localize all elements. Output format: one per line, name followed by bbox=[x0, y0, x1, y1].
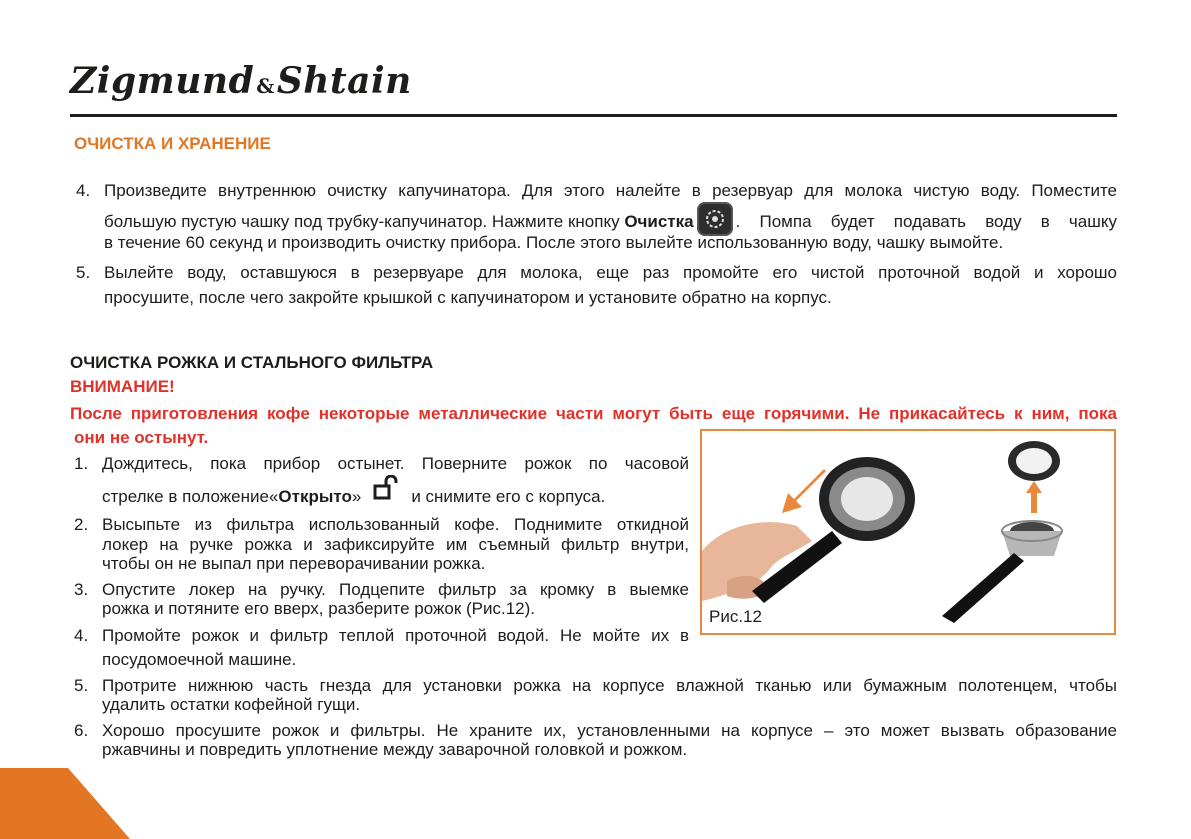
warning-text-line1: После приготовления кофе некоторые металлические части могут быть еще горячими. Не прикасайтесь к ним, пока bbox=[70, 404, 1117, 423]
unlock-icon bbox=[373, 475, 399, 506]
warning-text-line2: они не остынут. bbox=[74, 428, 209, 447]
item-number: 5. bbox=[76, 263, 91, 282]
item4-line3: в течение 60 секунд и производить очистку прибора. После этого вылейте использованную воду, чашку вымойте. bbox=[104, 233, 1004, 252]
step1-line2: стрелке в положение« Открыто » и снимите его с корпуса. bbox=[102, 487, 605, 507]
cleaning-button-label: Очистка bbox=[624, 212, 694, 231]
cleaning-button-icon bbox=[697, 202, 733, 236]
figure-12 bbox=[700, 429, 1116, 635]
warning-title: ВНИМАНИЕ! bbox=[70, 377, 175, 396]
step4-line1: Промойте рожок и фильтр теплой проточной водой. Не мойте их в bbox=[102, 626, 689, 645]
item-number: 4. bbox=[76, 181, 91, 200]
step5-line2: удалить остатки кофейной гущи. bbox=[102, 695, 361, 714]
header-rule bbox=[70, 114, 1117, 117]
step1-line1: Дождитесь, пока прибор остынет. Поверните рожок по часовой bbox=[102, 454, 689, 473]
corner-decoration bbox=[0, 768, 130, 839]
step2-line2: локер на ручке рожка и зафиксируйте им съемный фильтр внутри, bbox=[102, 535, 689, 554]
step3-line1: Опустите локер на ручку. Подцепите фильтр за кромку в выемке bbox=[102, 580, 689, 599]
item5-line2: просушите, после чего закройте крышкой с капучинатором и установите обратно на корпус. bbox=[104, 288, 832, 307]
step4-line2: посудомоечной машине. bbox=[102, 650, 297, 669]
brand-logo: Zigmund &Shtain bbox=[70, 60, 412, 102]
item5-line1: Вылейте воду, оставшуюся в резервуаре для молока, еще раз промойте его чистой проточной водой и хорошо bbox=[104, 263, 1117, 282]
step3-line2: рожка и потяните его вверх, разберите рожок (Рис.12). bbox=[102, 599, 535, 618]
item4-line1: Произведите внутреннюю очистку капучинатора. Для этого налейте в резервуар для молока чистую воду. Поместите bbox=[104, 181, 1117, 200]
figure-caption: Рис.12 bbox=[709, 607, 762, 626]
step6-line1: Хорошо просушите рожок и фильтры. Не храните их, установленными на корпусе – это может вызвать образование bbox=[102, 721, 1117, 740]
item-number: 6. bbox=[74, 721, 89, 740]
step6-line2: ржавчины и повредить уплотнение между заварочной головкой и рожком. bbox=[102, 740, 688, 759]
item-number: 5. bbox=[74, 676, 89, 695]
item-number: 2. bbox=[74, 515, 89, 534]
step5-line1: Протрите нижнюю часть гнезда для установки рожка на корпусе влажной тканью или бумажным полотенцем, чтобы bbox=[102, 676, 1117, 695]
figure-illustration bbox=[702, 431, 1114, 633]
section-title-cleaning-storage: ОЧИСТКА И ХРАНЕНИЕ bbox=[74, 134, 271, 153]
section-title-portafilter-cleaning: ОЧИСТКА РОЖКА И СТАЛЬНОГО ФИЛЬТРА bbox=[70, 353, 434, 372]
item4-line2: большую пустую чашку под трубку-капучинатор. Нажмите кнопку Очистка . Помпа будет подавать воду в чашку bbox=[104, 208, 1117, 236]
step2-line3: чтобы он не выпал при переворачивании рожка. bbox=[102, 554, 486, 573]
item-number: 3. bbox=[74, 580, 89, 599]
item-number: 1. bbox=[74, 454, 89, 473]
item-number: 4. bbox=[74, 626, 89, 645]
step2-line1: Высыпьте из фильтра использованный кофе. Поднимите откидной bbox=[102, 515, 689, 534]
